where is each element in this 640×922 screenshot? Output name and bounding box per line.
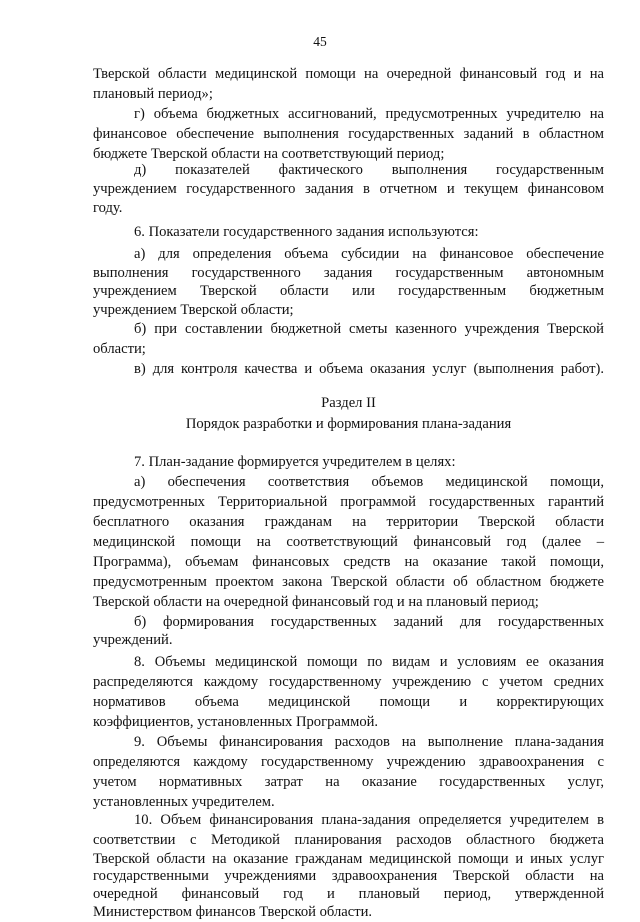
- text-line: учреждением Тверской области;: [93, 302, 294, 318]
- text-line: бюджете Тверской области на соответствующий период;: [93, 146, 445, 162]
- text-line: распределяются каждому государственному учреждению с учетом средних: [93, 674, 604, 690]
- text-line: Тверской области на очередной финансовый год и на плановый период;: [93, 594, 539, 610]
- text-line: выполнения государственного задания государственным автономным: [93, 265, 604, 281]
- text-line: коэффициентов, установленных Программой.: [93, 714, 379, 730]
- text-line: учреждений.: [93, 632, 173, 648]
- text-line: нормативов объема медицинской помощи и корректирующих: [93, 694, 604, 710]
- text-line: Министерством финансов Тверской области.: [93, 904, 373, 920]
- text-line: очередной финансовый год и плановый период, утвержденной: [93, 886, 604, 902]
- text-line: б) формирования государственных заданий для государственных: [134, 614, 604, 630]
- text-line: б) при составлении бюджетной сметы казенного учреждения Тверской: [134, 321, 604, 337]
- text-line: предусмотренным проектом закона Тверской области об областном бюджете: [93, 574, 604, 590]
- text-line: Программа), объемам финансовых средств на оказание такой помощи,: [93, 554, 604, 570]
- text-line: 6. Показатели государственного задания используются:: [134, 224, 479, 240]
- text-line: д) показателей фактического выполнения государственным: [134, 162, 604, 178]
- text-line: плановый период»;: [93, 86, 213, 102]
- text-line: финансовое обеспечение выполнения государственных заданий в областном: [93, 126, 604, 142]
- text-line: учреждением государственного задания в отчетном и текущем финансовом: [93, 181, 604, 197]
- text-line: 10. Объем финансирования плана-задания определяется учредителем в: [134, 812, 604, 828]
- section-number: Раздел II: [321, 395, 376, 411]
- page-number: 45: [313, 34, 327, 49]
- text-line: учетом нормативных затрат на оказание государственных услуг,: [93, 774, 604, 790]
- text-line: а) обеспечения соответствия объемов медицинской помощи,: [134, 474, 604, 490]
- text-line: учреждением Тверской области или государственным бюджетным: [93, 283, 604, 299]
- text-line: году.: [93, 200, 123, 216]
- text-line: в) для контроля качества и объема оказания услуг (выполнения работ).: [134, 361, 604, 377]
- text-line: 8. Объемы медицинской помощи по видам и условиям ее оказания: [134, 654, 604, 670]
- text-line: области;: [93, 341, 146, 357]
- text-line: соответствии с Методикой планирования расходов областного бюджета: [93, 832, 604, 848]
- text-line: государственными учреждениями здравоохранения Тверской области на: [93, 868, 604, 884]
- text-line: медицинской помощи на соответствующий финансовый год (далее –: [93, 534, 604, 550]
- text-line: установленных учредителем.: [93, 794, 275, 810]
- text-line: предусмотренных Территориальной программой государственных гарантий: [93, 494, 604, 510]
- text-line: а) для определения объема субсидии на финансовое обеспечение: [134, 246, 604, 262]
- text-line: 7. План-задание формируется учредителем в целях:: [134, 454, 456, 470]
- text-line: г) объема бюджетных ассигнований, предусмотренных учредителю на: [134, 106, 604, 122]
- section-title: Порядок разработки и формирования плана-задания: [185, 416, 512, 432]
- text-line: 9. Объемы финансирования расходов на выполнение плана-задания: [134, 734, 604, 750]
- text-line: определяются каждому государственному учреждению здравоохранения с: [93, 754, 604, 770]
- text-line: бесплатного оказания гражданам на территории Тверской области: [93, 514, 604, 530]
- text-line: Тверской области на оказание гражданам медицинской помощи и иных услуг: [93, 851, 604, 867]
- text-line: Тверской области медицинской помощи на очередной финансовый год и на: [93, 66, 604, 82]
